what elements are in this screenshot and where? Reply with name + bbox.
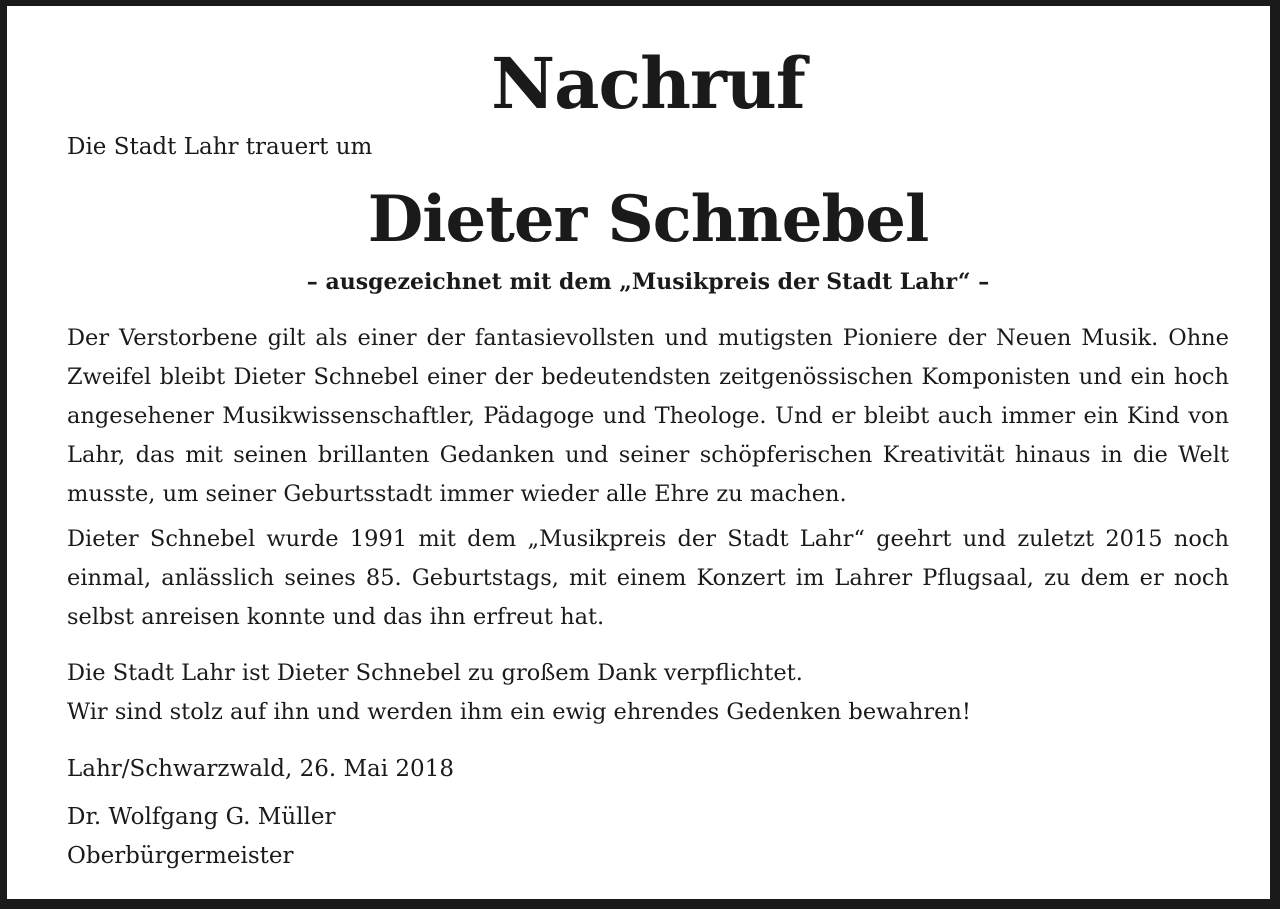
deceased-name: Dieter Schnebel (367, 182, 929, 257)
closing-line-remembrance: Wir sind stolz auf ihn und werden ihm ein ewig ehrendes Gedenken bewahren! (67, 699, 971, 725)
signer-role: Oberbürgermeister (67, 843, 294, 869)
closing-paragraph (67, 654, 1229, 732)
signer-name: Dr. Wolfgang G. Müller (67, 804, 336, 830)
intro-text: Die Stadt Lahr trauert um (67, 134, 373, 160)
closing-line-gratitude: Die Stadt Lahr ist Dieter Schnebel zu großem Dank verpflichtet. (67, 660, 803, 686)
award-paragraph: Dieter Schnebel wurde 1991 mit dem „Musikpreis der Stadt Lahr“ geehrt und zuletzt 2015 noch einmal, anlässlich seines 85. Geburtstags, mit einem Konzert im Lahrer Pflugsaal, zu dem er noch selbst anreisen konnte und das ihn erfreut hat. (67, 526, 1229, 630)
tribute-paragraph: Der Verstorbene gilt als einer der fantasievollsten und mutigsten Pioniere der Neuen Musik. Ohne Zweifel bleibt Dieter Schnebel einer der bedeutendsten zeitgenössischen Komponisten und ein hoch angesehener Musikwissenschaftler, Pädagoge und Theologe. Und er bleibt auch immer ein Kind von Lahr, das mit seinen brillanten Gedanken und seiner schöpferischen Kreativität hinaus in die Welt musste, um seiner Geburtsstadt immer wieder alle Ehre zu machen. (67, 325, 1229, 507)
award-subtitle: – ausgezeichnet mit dem „Musikpreis der Stadt Lahr“ – (306, 269, 990, 295)
notice-title: Nachruf (491, 42, 805, 125)
place-date: Lahr/Schwarzwald, 26. Mai 2018 (67, 756, 454, 782)
